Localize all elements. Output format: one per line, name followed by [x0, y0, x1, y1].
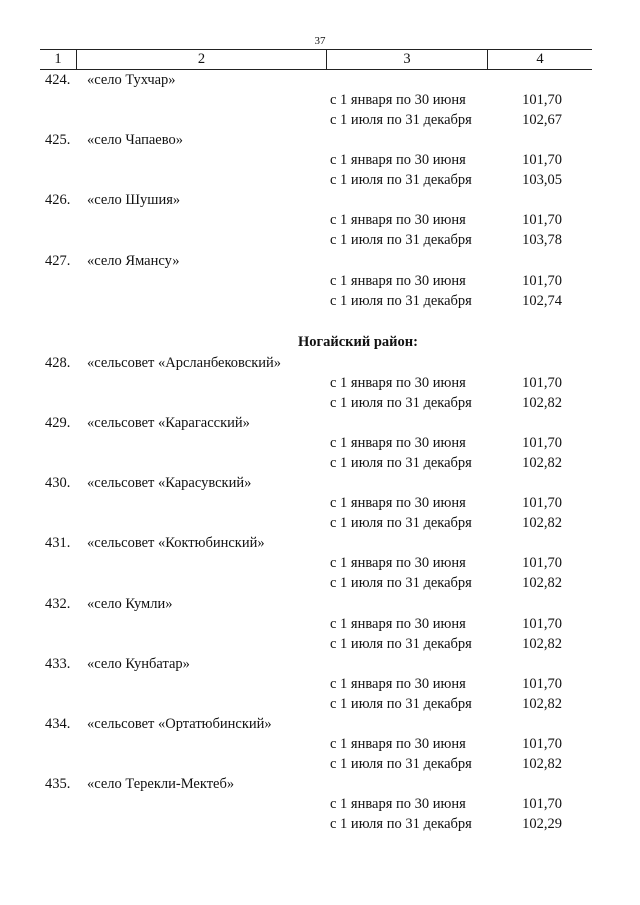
- entry-name: «село Чапаево»: [87, 132, 183, 149]
- period-text: с 1 января по 30 июня: [330, 615, 466, 632]
- entry-row: [0, 533, 640, 553]
- entry-name: «сельсовет «Арсланбековский»: [87, 354, 282, 371]
- header-col-4: 4: [487, 50, 592, 69]
- index-value: 101,70: [522, 374, 562, 391]
- period-row: [0, 553, 640, 573]
- entry-number: 425.: [45, 132, 71, 149]
- period-row: [0, 393, 640, 413]
- entry-row: [0, 251, 640, 271]
- entry-name: «сельсовет «Ортатюбинский»: [87, 715, 272, 732]
- entry-number: 433.: [45, 655, 71, 672]
- index-value: 101,70: [522, 434, 562, 451]
- period-row: [0, 433, 640, 453]
- entry-name: «село Терекли-Мектеб»: [87, 776, 235, 793]
- entry-name: «село Шушия»: [87, 192, 181, 209]
- entry-row: [0, 473, 640, 493]
- index-value: 102,82: [522, 455, 562, 472]
- period-row: [0, 453, 640, 473]
- period-row: [0, 291, 640, 311]
- index-value: 101,70: [522, 796, 562, 813]
- section-title: Ногайский район:: [298, 333, 418, 350]
- entry-row: [0, 714, 640, 734]
- index-value: 101,70: [522, 272, 562, 289]
- entry-number: 435.: [45, 776, 71, 793]
- period-row: [0, 271, 640, 291]
- entry-number: 430.: [45, 475, 71, 492]
- page-number: 37: [314, 35, 326, 47]
- entry-row: [0, 70, 640, 90]
- period-row: [0, 734, 640, 754]
- index-value: 101,70: [522, 555, 562, 572]
- table-body: [0, 70, 640, 834]
- section-heading: [0, 331, 640, 353]
- index-value: 101,70: [522, 152, 562, 169]
- period-text: с 1 июля по 31 декабря: [330, 292, 472, 309]
- period-row: [0, 90, 640, 110]
- header-col-3: 3: [326, 50, 487, 69]
- period-text: с 1 июля по 31 декабря: [330, 755, 472, 772]
- entry-row: [0, 353, 640, 373]
- period-row: [0, 493, 640, 513]
- period-text: с 1 января по 30 июня: [330, 434, 466, 451]
- period-text: с 1 июля по 31 декабря: [330, 112, 472, 129]
- table-header: [40, 49, 592, 70]
- index-value: 102,29: [522, 816, 562, 833]
- period-row: [0, 110, 640, 130]
- entry-name: «село Кумли»: [87, 595, 173, 612]
- header-col-2: 2: [76, 50, 326, 69]
- index-value: 102,67: [522, 112, 562, 129]
- entry-number: 428.: [45, 354, 71, 371]
- period-text: с 1 июля по 31 декабря: [330, 232, 472, 249]
- index-value: 102,82: [522, 695, 562, 712]
- section-spacer: [0, 311, 640, 331]
- index-value: 103,05: [522, 172, 562, 189]
- index-value: 101,70: [522, 92, 562, 108]
- entry-number: 431.: [45, 535, 71, 552]
- period-row: [0, 170, 640, 190]
- entry-name: «село Кунбатар»: [87, 655, 190, 672]
- entry-name: «сельсовет «Коктюбинский»: [87, 535, 265, 552]
- period-text: с 1 июля по 31 декабря: [330, 455, 472, 472]
- index-value: 102,82: [522, 515, 562, 532]
- index-value: 102,82: [522, 755, 562, 772]
- index-value: 101,70: [522, 495, 562, 512]
- index-value: 103,78: [522, 232, 562, 249]
- period-row: [0, 373, 640, 393]
- entry-row: [0, 190, 640, 210]
- period-text: с 1 января по 30 июня: [330, 152, 466, 169]
- entry-number: 432.: [45, 595, 71, 612]
- period-row: [0, 674, 640, 694]
- period-text: с 1 июля по 31 декабря: [330, 575, 472, 592]
- index-value: 101,70: [522, 675, 562, 692]
- period-text: с 1 января по 30 июня: [330, 212, 466, 229]
- period-text: с 1 июля по 31 декабря: [330, 816, 472, 833]
- entry-number: 427.: [45, 252, 71, 269]
- period-text: с 1 января по 30 июня: [330, 272, 466, 289]
- period-text: с 1 января по 30 июня: [330, 495, 466, 512]
- entry-number: 424.: [45, 72, 71, 88]
- index-value: 102,74: [522, 292, 562, 309]
- period-text: с 1 января по 30 июня: [330, 555, 466, 572]
- entry-number: 434.: [45, 715, 71, 732]
- index-value: 102,82: [522, 394, 562, 411]
- entry-name: «сельсовет «Карасувский»: [87, 475, 252, 492]
- period-row: [0, 634, 640, 654]
- index-value: 101,70: [522, 735, 562, 752]
- index-value: 102,82: [522, 575, 562, 592]
- entry-row: [0, 594, 640, 614]
- period-text: с 1 июля по 31 декабря: [330, 695, 472, 712]
- period-text: с 1 июля по 31 декабря: [330, 394, 472, 411]
- entries-group-b: [0, 353, 640, 835]
- entry-row: [0, 774, 640, 794]
- period-row: [0, 210, 640, 230]
- header-col-1: 1: [54, 51, 62, 67]
- period-row: [0, 754, 640, 774]
- period-text: с 1 июля по 31 декабря: [330, 515, 472, 532]
- period-text: с 1 января по 30 июня: [330, 675, 466, 692]
- period-text: с 1 января по 30 июня: [330, 92, 466, 108]
- entries-group-a: [0, 70, 640, 311]
- period-text: с 1 июля по 31 декабря: [330, 172, 472, 189]
- period-row: [0, 513, 640, 533]
- entry-number: 429.: [45, 414, 71, 431]
- period-row: [0, 150, 640, 170]
- entry-name: «сельсовет «Карагасский»: [87, 414, 250, 431]
- index-value: 101,70: [522, 212, 562, 229]
- entry-row: [0, 654, 640, 674]
- entry-number: 426.: [45, 192, 71, 209]
- period-row: [0, 694, 640, 714]
- entry-row: [0, 130, 640, 150]
- entry-row: [0, 413, 640, 433]
- entry-name: «село Ямансу»: [87, 252, 180, 269]
- period-row: [0, 573, 640, 593]
- period-text: с 1 июля по 31 декабря: [330, 635, 472, 652]
- entry-name: «село Тухчар»: [87, 72, 176, 88]
- period-row: [0, 814, 640, 834]
- period-row: [0, 794, 640, 814]
- period-row: [0, 614, 640, 634]
- period-text: с 1 января по 30 июня: [330, 796, 466, 813]
- period-row: [0, 230, 640, 250]
- index-value: 102,82: [522, 635, 562, 652]
- period-text: с 1 января по 30 июня: [330, 735, 466, 752]
- index-value: 101,70: [522, 615, 562, 632]
- period-text: с 1 января по 30 июня: [330, 374, 466, 391]
